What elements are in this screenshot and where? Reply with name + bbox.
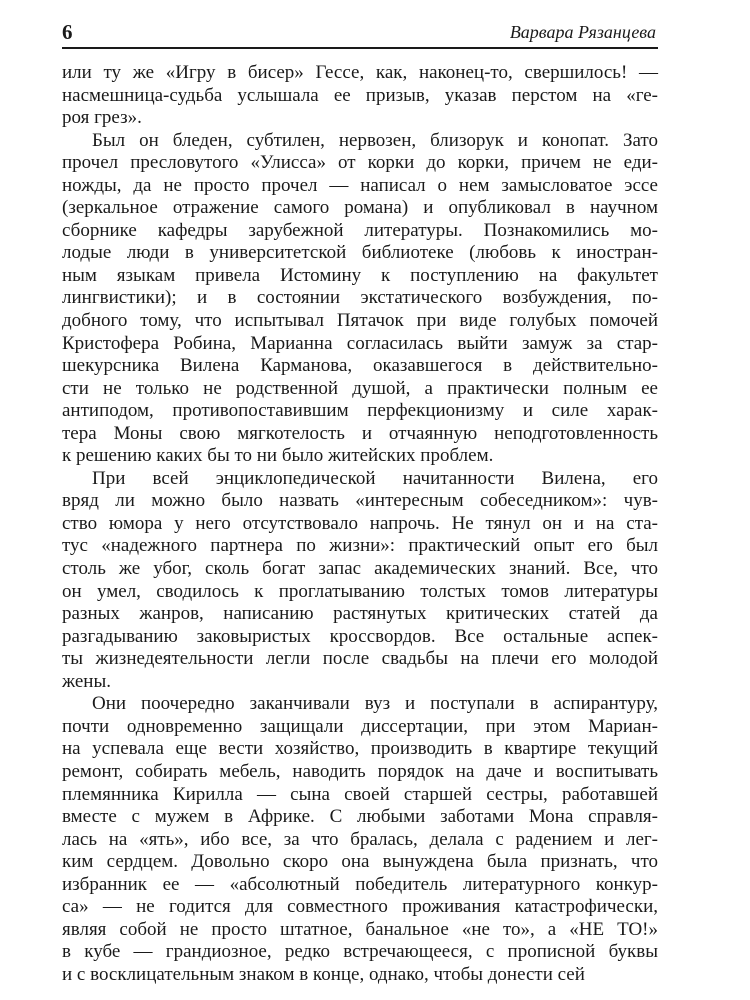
text-line: ты жизнедеятельности легли после свадьбы на плечи его молодой — [62, 648, 658, 670]
text-line: са» — не годится для совместного проживания катастрофически, — [62, 896, 658, 918]
header-rule — [62, 47, 658, 49]
paragraph — [62, 130, 658, 468]
text-line: к решению каких бы то ни было житейских проблем. — [62, 445, 494, 467]
text-line: лингвистики); и в состоянии экстатического возбуждения, по- — [62, 287, 658, 309]
text-line: роя грез». — [62, 107, 142, 129]
text-line: или ту же «Игру в бисер» Гессе, как, наконец-то, свершилось! — — [62, 62, 658, 83]
text-line: лодые люди в университетской библиотеке (любовь к иностран- — [62, 242, 658, 264]
text-line: он умел, сводилось к проглатыванию толстых томов литературы — [62, 580, 658, 602]
page-number: 6 — [62, 20, 73, 44]
text-line: племянника Кирилла — сына своей старшей сестры, работавшей — [62, 783, 658, 805]
text-line: в кубе — грандиозное, редко встречающееся, с прописной буквы — [62, 941, 658, 963]
text-line: столь же убог, сколь богат запас академических знаний. Все, что — [62, 558, 658, 580]
text-line: избранник ее — «абсолютный победитель литературного конкур- — [62, 873, 658, 895]
text-line: добного тому, что испытывал Пятачок при виде голубых помочей — [62, 310, 658, 332]
text-line: Был он бледен, субтилен, нервозен, близорук и конопат. Зато — [92, 129, 658, 151]
text-line: ким сердцем. Довольно скоро она вынуждена была признать, что — [62, 851, 658, 873]
text-line: вместе с мужем в Африке. С любыми заботами Мона справля- — [62, 806, 658, 828]
text-line: почти одновременно защищали диссертации, при этом Мариан- — [62, 715, 658, 737]
text-line: вряд ли можно было назвать «интересным собеседником»: чув- — [62, 490, 658, 512]
paragraph — [62, 693, 658, 986]
paragraph — [62, 62, 658, 130]
text-line: лась на «ять», ибо все, за что бралась, делала с радением и лег- — [62, 828, 658, 850]
page-body-text — [62, 62, 658, 986]
text-line: сти не только не родственной душой, а практически полным ее — [62, 377, 658, 399]
running-head-author: Варвара Рязанцева — [509, 22, 656, 42]
text-line: тера Моны свою мягкотелость и отчаянную неподготовленность — [62, 422, 658, 444]
text-line: При всей энциклопедической начитанности Вилена, его — [92, 467, 658, 489]
text-line: шекурсника Вилена Карманова, оказавшегося в действительно- — [62, 355, 658, 377]
running-header — [62, 18, 658, 48]
text-line: (зеркальное отражение самого романа) и опубликовал в научном — [62, 197, 658, 219]
text-line: насмешница-судьба услышала ее призыв, указав перстом на «ге- — [62, 84, 658, 106]
text-line: ным языкам привела Истомину к поступлению на факультет — [62, 264, 658, 286]
text-line: ство юмора у него отсутствовало напрочь. Не тянул он и на ста- — [62, 512, 658, 534]
text-line: ремонт, собирать мебель, наводить порядок на даче и воспитывать — [62, 760, 658, 782]
text-line: разных жанров, написанию растянутых критических статей да — [62, 603, 658, 625]
text-line: антиподом, противопоставившим перфекционизму и силе харак- — [62, 400, 658, 422]
text-line: ножды, да не просто прочел — написал о нем замысловатое эссе — [62, 174, 658, 196]
text-line: являя собой не просто штатное, банальное «не то», а «НЕ ТО!» — [62, 918, 658, 940]
text-line: Кристофера Робина, Марианна согласилась выйти замуж за стар- — [62, 332, 658, 354]
text-line: сборнике кафедры зарубежной литературы. Познакомились мо- — [62, 219, 658, 241]
text-line: и с восклицательным знаком в конце, однако, чтобы донести сей — [62, 963, 585, 985]
text-line: прочел пресловутого «Улисса» от корки до корки, причем не еди- — [62, 152, 658, 174]
text-line: тус «надежного партнера по жизни»: практический опыт его был — [62, 535, 658, 557]
text-line: разгадыванию заковыристых кроссвордов. Все остальные аспек- — [62, 625, 658, 647]
text-line: Они поочередно заканчивали вуз и поступали в аспирантуру, — [92, 693, 658, 715]
text-line: на успевала еще вести хозяйство, производить в квартире текущий — [62, 738, 658, 760]
text-line: жены. — [62, 670, 111, 692]
paragraph — [62, 468, 658, 693]
